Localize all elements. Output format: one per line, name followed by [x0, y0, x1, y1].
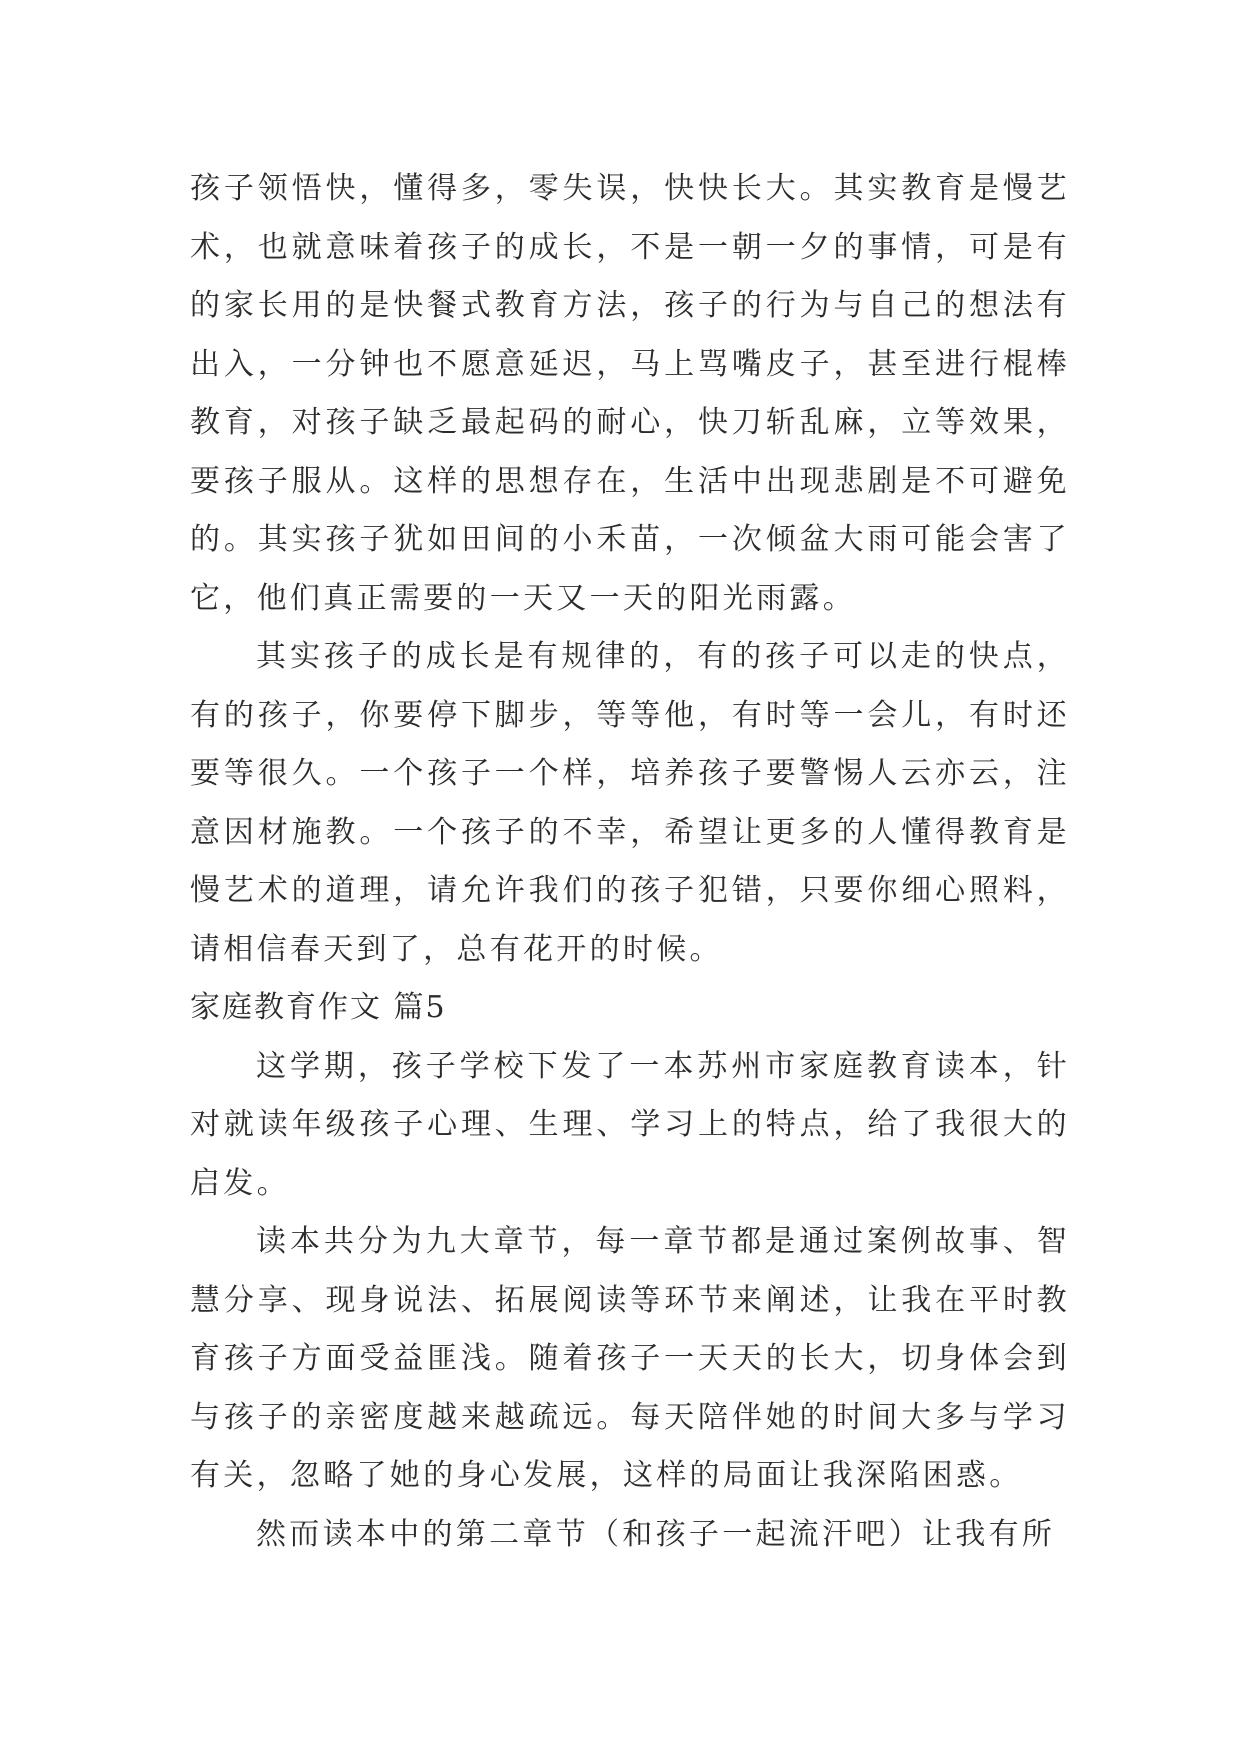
document-body — [190, 160, 1070, 1564]
paragraph-growth-rules: 其实孩子的成长是有规律的，有的孩子可以走的快点，有的孩子，你要停下脚步，等等他，有时等一会儿，有时还要等很久。一个孩子一个样，培养孩子要警惕人云亦云，注意因材施教。一个孩子的不幸，希望让更多的人懂得教育是慢艺术的道理，请允许我们的孩子犯错，只要你细心照料，请相信春天到了，总有花开的时候。 — [190, 639, 1070, 967]
section-heading: 家庭教育作文 篇5 — [190, 990, 447, 1025]
paragraph-reader-intro: 这学期，孩子学校下发了一本苏州市家庭教育读本，针对就读年级孩子心理、生理、学习上的特点，给了我很大的启发。 — [190, 1048, 1070, 1201]
paragraph-continuation: 孩子领悟快，懂得多，零失误，快快长大。其实教育是慢艺术，也就意味着孩子的成长，不是一朝一夕的事情，可是有的家长用的是快餐式教育方法，孩子的行为与自己的想法有出入，一分钟也不愿意延迟，马上骂嘴皮子，甚至进行棍棒教育，对孩子缺乏最起码的耐心，快刀斩乱麻，立等效果，要孩子服从。这样的思想存在，生活中出现悲剧是不可避免的。其实孩子犹如田间的小禾苗，一次倾盆大雨可能会害了它，他们真正需要的一天又一天的阳光雨露。 — [190, 171, 1070, 616]
paragraph-chapter-two: 然而读本中的第二章节（和孩子一起流汗吧）让我有所 — [256, 1516, 1056, 1552]
paragraph-reader-chapters: 读本共分为九大章节，每一章节都是通过案例故事、智慧分享、现身说法、拓展阅读等环节来阐述，让我在平时教育孩子方面受益匪浅。随着孩子一天天的长大，切身体会到与孩子的亲密度越来越疏远。每天陪伴她的时间大多与学习有关，忽略了她的身心发展，这样的局面让我深陷困惑。 — [190, 1224, 1070, 1493]
